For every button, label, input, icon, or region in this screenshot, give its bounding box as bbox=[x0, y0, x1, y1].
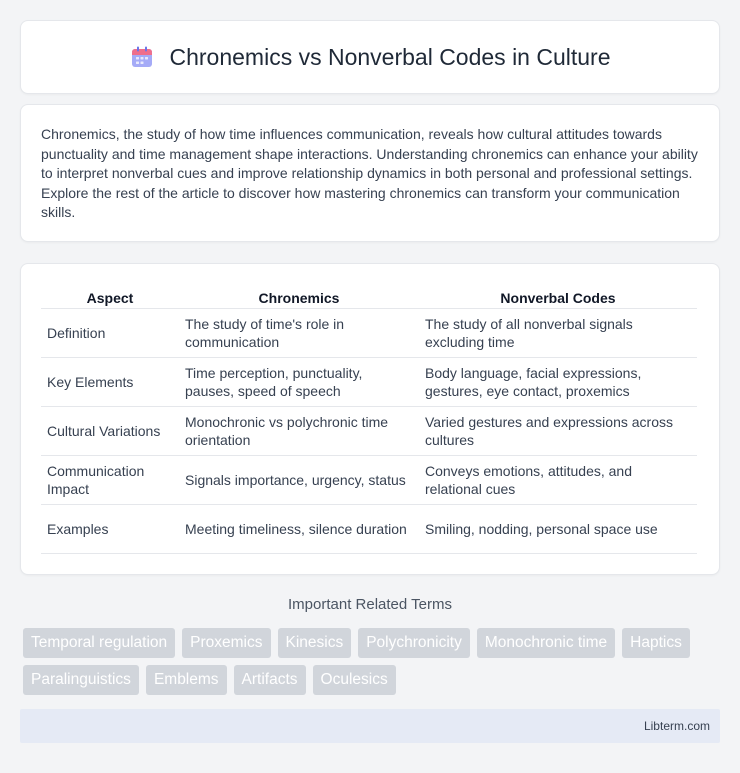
cell-nonverbal: Smiling, nodding, personal space use bbox=[419, 504, 697, 553]
cell-chronemics: Signals importance, urgency, status bbox=[179, 455, 419, 504]
tag-temporal-regulation[interactable]: Temporal regulation bbox=[23, 628, 175, 658]
tag-haptics[interactable]: Haptics bbox=[622, 628, 690, 658]
cell-nonverbal: Conveys emotions, attitudes, and relational cues bbox=[419, 455, 697, 504]
header-aspect: Aspect bbox=[41, 284, 179, 308]
table-row bbox=[41, 357, 697, 406]
table-row bbox=[41, 308, 697, 357]
footer-brand[interactable]: Libterm.com bbox=[643, 719, 710, 733]
cell-nonverbal: The study of all nonverbal signals excluding time bbox=[419, 308, 697, 357]
calendar-icon bbox=[129, 44, 155, 70]
table-row bbox=[41, 455, 697, 504]
comparison-table bbox=[41, 284, 697, 554]
table-row bbox=[41, 504, 697, 553]
cell-nonverbal: Body language, facial expressions, gestures, eye contact, proxemics bbox=[419, 357, 697, 406]
cell-nonverbal: Varied gestures and expressions across cultures bbox=[419, 406, 697, 455]
related-terms-heading: Important Related Terms bbox=[288, 596, 452, 613]
cell-aspect: Communication Impact bbox=[41, 455, 179, 504]
header-nonverbal-codes: Nonverbal Codes bbox=[419, 284, 697, 308]
tag-monochronic-time[interactable]: Monochronic time bbox=[477, 628, 615, 658]
footer bbox=[20, 709, 720, 743]
comparison-table-card bbox=[20, 263, 720, 575]
cell-chronemics: Monochronic vs polychronic time orientation bbox=[179, 406, 419, 455]
tag-proxemics[interactable]: Proxemics bbox=[182, 628, 270, 658]
page-title: Chronemics vs Nonverbal Codes in Culture bbox=[169, 43, 611, 70]
title-card bbox=[20, 20, 720, 94]
tag-emblems[interactable]: Emblems bbox=[146, 665, 227, 695]
header-chronemics: Chronemics bbox=[179, 284, 419, 308]
tag-paralinguistics[interactable]: Paralinguistics bbox=[23, 665, 139, 695]
related-terms-tags bbox=[23, 628, 723, 695]
cell-chronemics: Meeting timeliness, silence duration bbox=[179, 504, 419, 553]
cell-chronemics: The study of time's role in communication bbox=[179, 308, 419, 357]
cell-aspect: Key Elements bbox=[41, 357, 179, 406]
table-row bbox=[41, 406, 697, 455]
tag-artifacts[interactable]: Artifacts bbox=[234, 665, 306, 695]
cell-aspect: Definition bbox=[41, 308, 179, 357]
cell-chronemics: Time perception, punctuality, pauses, speed of speech bbox=[179, 357, 419, 406]
cell-aspect: Cultural Variations bbox=[41, 406, 179, 455]
intro-paragraph: Chronemics, the study of how time influences communication, reveals how cultural attitudes towards punctuality and time management shape interactions. Understanding chronemics can enhance your ability to interpret nonverbal cues and improve relationship dynamics in both personal and professional settings. Explore the rest of the article to discover how mastering chronemics can transform your communication skills. bbox=[41, 126, 698, 220]
tag-oculesics[interactable]: Oculesics bbox=[313, 665, 396, 695]
tag-kinesics[interactable]: Kinesics bbox=[278, 628, 352, 658]
table-header-row bbox=[41, 284, 697, 308]
cell-aspect: Examples bbox=[41, 504, 179, 553]
tag-polychronicity[interactable]: Polychronicity bbox=[358, 628, 470, 658]
intro-card bbox=[20, 104, 720, 242]
